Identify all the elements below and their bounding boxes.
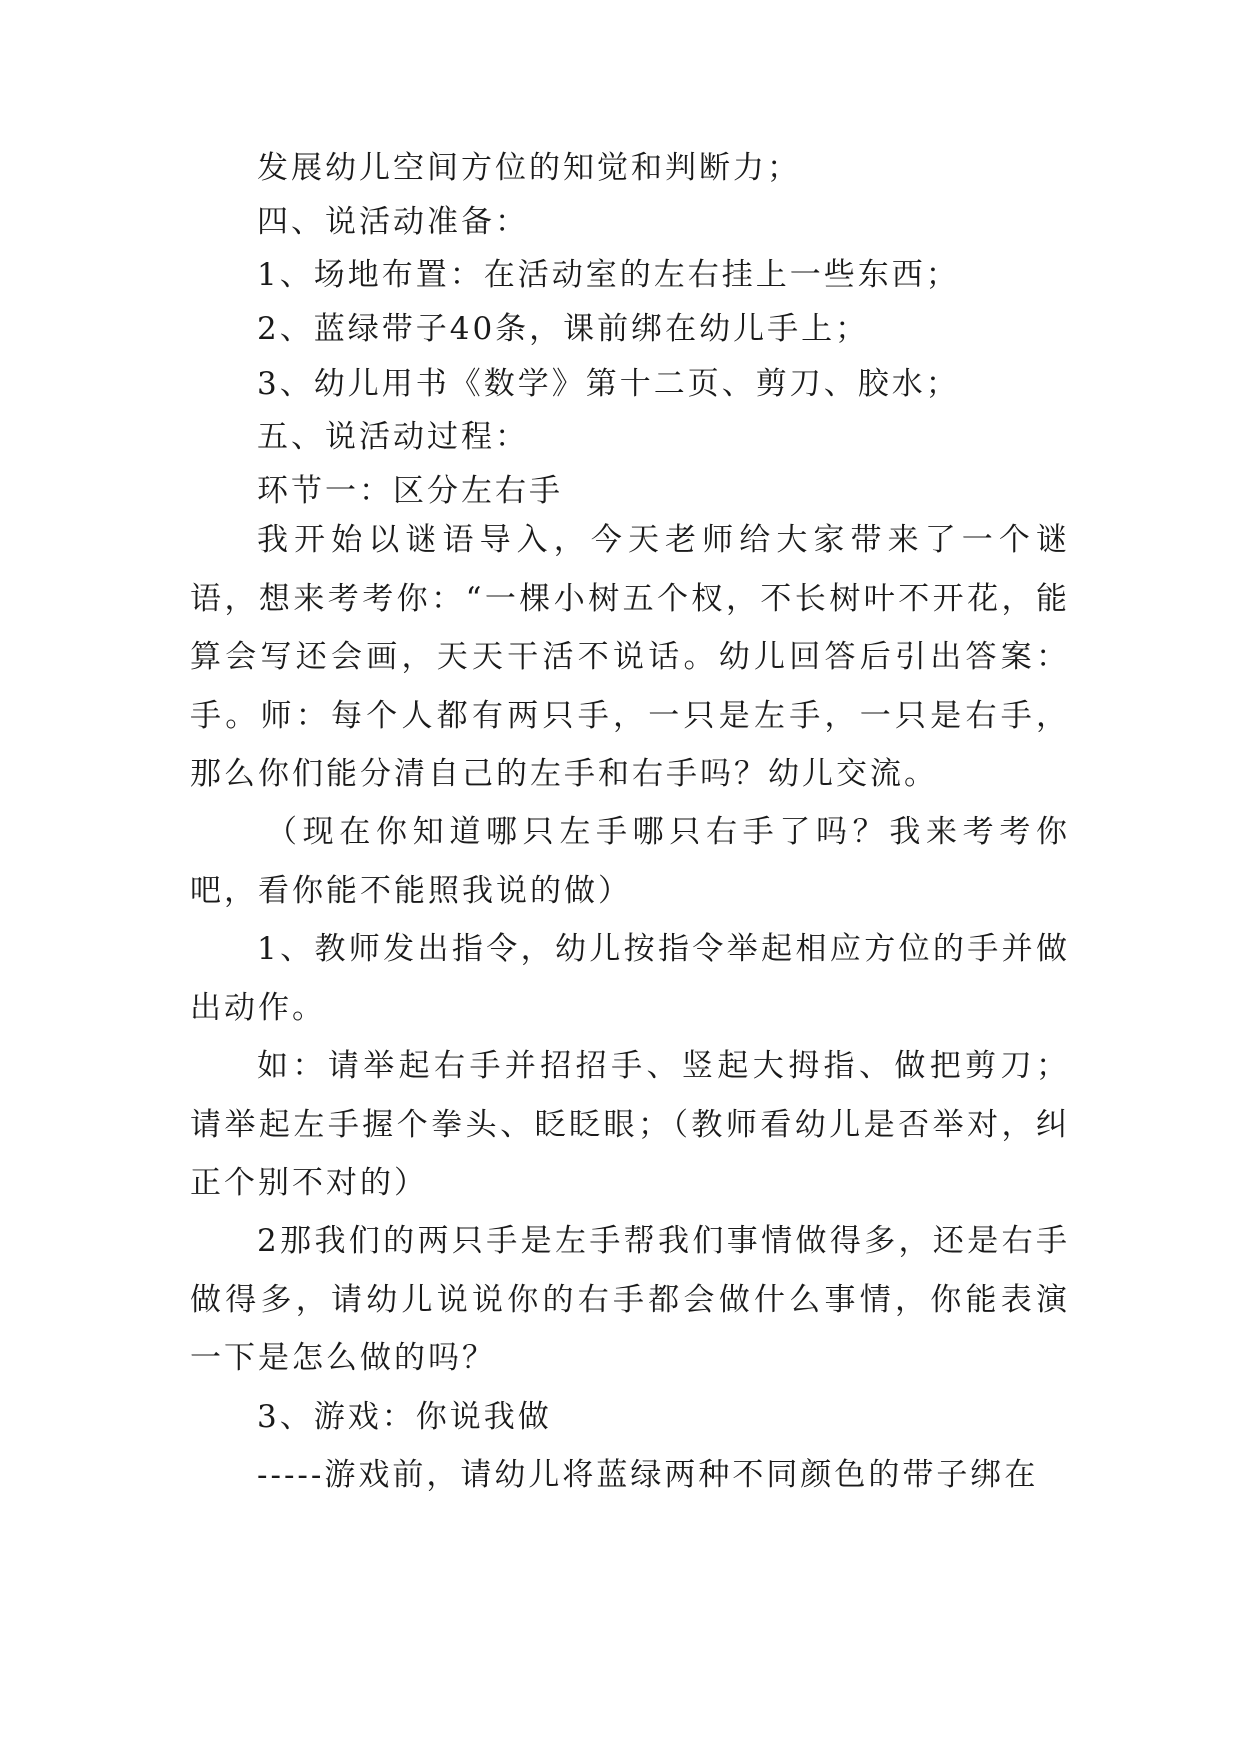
paragraph-instruction-1: 1、教师发出指令，幼儿按指令举起相应方位的手并做出动作。 [190, 931, 1070, 1026]
paragraph-instruction-2: 2那我们的两只手是左手帮我们事情做得多，还是右手做得多，请幼儿说说你的右手都会做什么事情，你能表演一下是怎么做的吗？ [190, 1223, 1070, 1376]
paragraph-teacher-question: （现在你知道哪只左手哪只右手了吗？我来考考你吧，看你能不能照我说的做） [190, 814, 1070, 909]
heading-step-one: 环节一：区分左右手 [257, 473, 563, 509]
paragraph-goal-spatial: 发展幼儿空间方位的知觉和判断力； [257, 150, 801, 186]
heading-activity-preparation: 四、说活动准备： [257, 204, 529, 240]
heading-activity-process: 五、说活动过程： [257, 419, 529, 455]
paragraph-game-heading: 3、游戏：你说我做 [257, 1399, 552, 1435]
paragraph-prep-venue: 1、场地布置：在活动室的左右挂上一些东西； [257, 257, 960, 293]
paragraph-example: 如：请举起右手并招招手、竖起大拇指、做把剪刀；请举起左手握个拳头、眨眨眼；（教师看幼儿是否举对，纠正个别不对的） [190, 1048, 1070, 1201]
paragraph-game-prep: -----游戏前，请幼儿将蓝绿两种不同颜色的带子绑在 [257, 1457, 1039, 1493]
paragraph-prep-ribbons: 2、蓝绿带子40条，课前绑在幼儿手上； [257, 311, 870, 347]
paragraph-riddle-intro: 我开始以谜语导入，今天老师给大家带来了一个谜语，想来考考你：“一棵小树五个杈，不长树叶不开花，能算会写还会画，天天干活不说话。幼儿回答后引出答案：手。师：每个人都有两只手，一只是左手，一只是右手，那么你们能分清自己的左手和右手吗？幼儿交流。 [190, 522, 1070, 792]
paragraph-prep-materials: 3、幼儿用书《数学》第十二页、剪刀、胶水； [257, 366, 960, 402]
